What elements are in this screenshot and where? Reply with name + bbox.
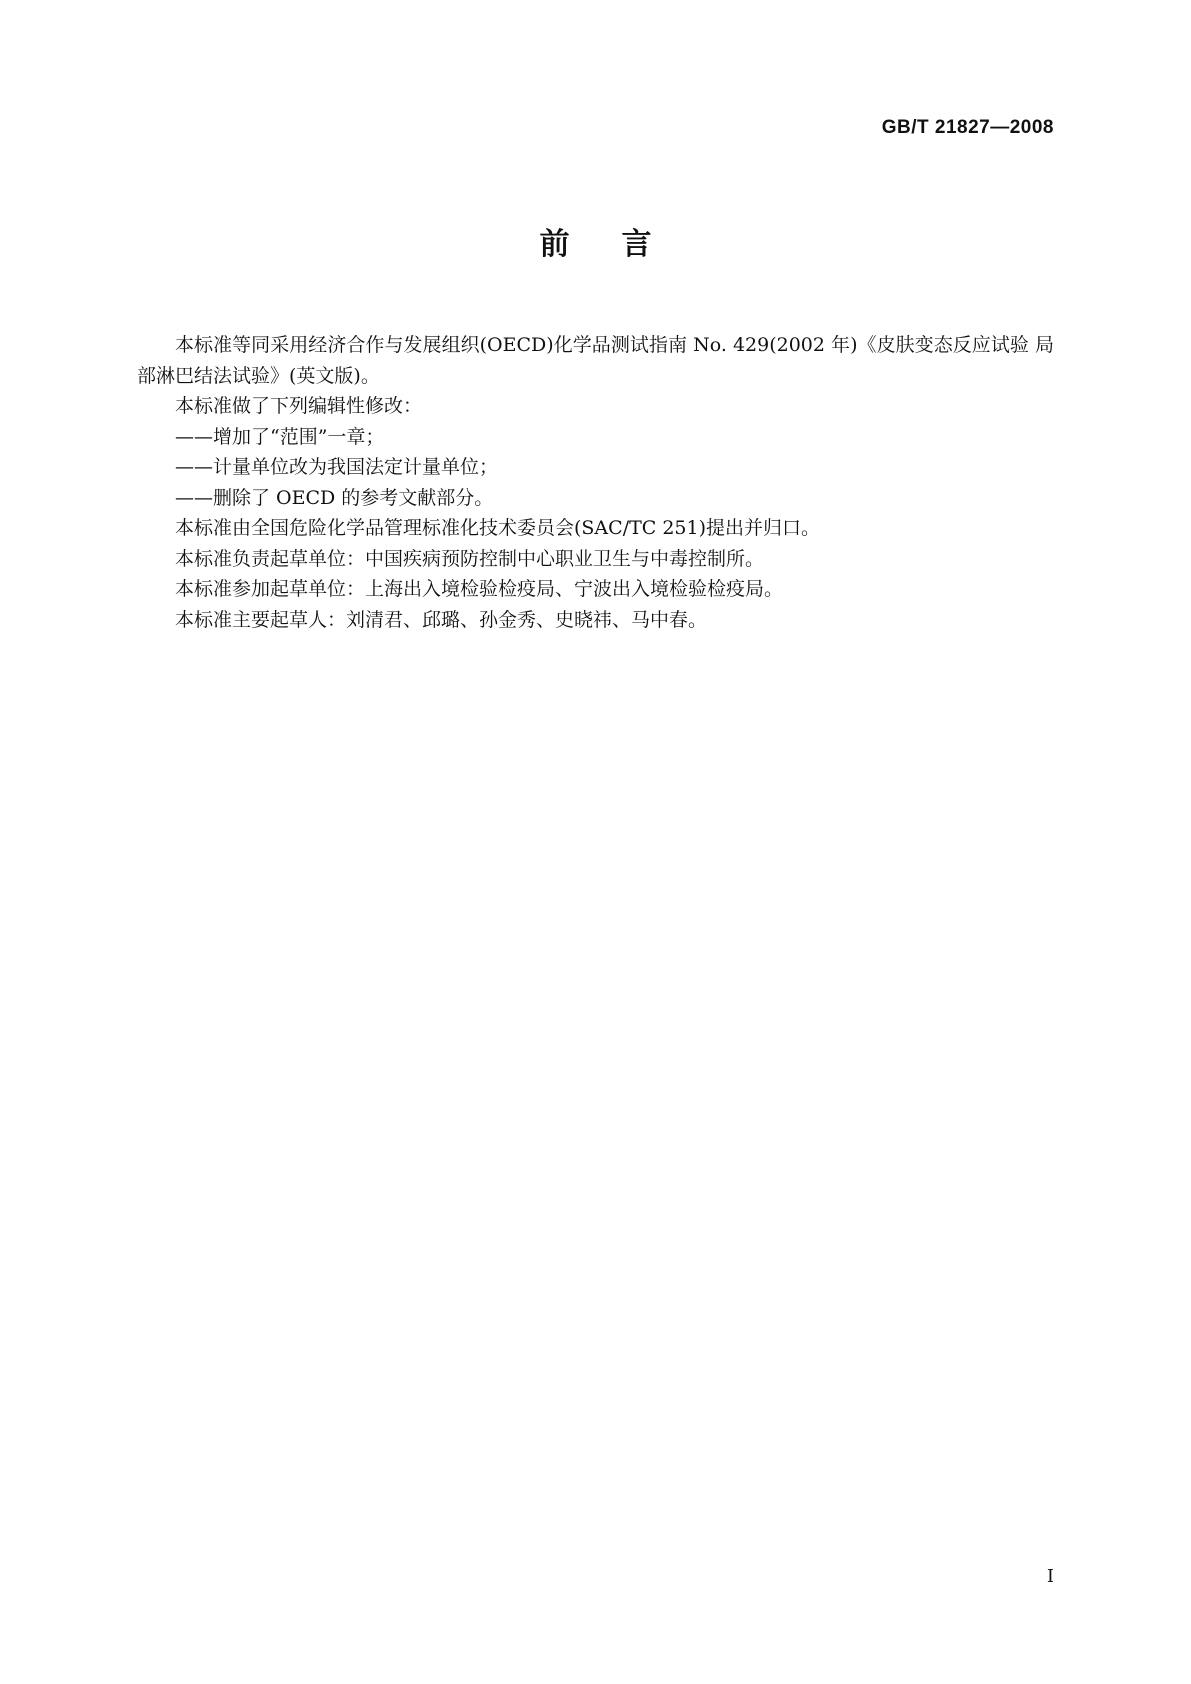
page-number: I — [1046, 1566, 1054, 1587]
paragraph-responsible-drafter: 本标准负责起草单位：中国疾病预防控制中心职业卫生与中毒控制所。 — [175, 547, 765, 570]
paragraph-modifications-intro: 本标准做了下列编辑性修改： — [175, 395, 423, 417]
standard-code: GB/T 21827—2008 — [881, 117, 1054, 138]
paragraph-adoption: 本标准等同采用经济合作与发展组织(OECD)化学品测试指南 No. 429(2002 年)《皮肤变态反应试验 局部淋巴结法试验》(英文版)。 — [137, 334, 1054, 387]
foreword-body — [137, 330, 1054, 635]
list-item-units: ——计量单位改为我国法定计量单位； — [175, 456, 499, 478]
paragraph-participating-drafters: 本标准参加起草单位：上海出入境检验检疫局、宁波出入境检验检疫局。 — [175, 578, 784, 600]
page-title: 前言 — [539, 227, 704, 262]
list-item-references: ——删除了 OECD 的参考文献部分。 — [175, 486, 494, 509]
list-item-scope: ——增加了“范围”一章； — [175, 425, 385, 448]
paragraph-proposed-by: 本标准由全国危险化学品管理标准化技术委员会(SAC/TC 251)提出并归口。 — [175, 517, 821, 539]
paragraph-main-drafters: 本标准主要起草人：刘清君、邱璐、孙金秀、史晓祎、马中春。 — [175, 608, 708, 631]
